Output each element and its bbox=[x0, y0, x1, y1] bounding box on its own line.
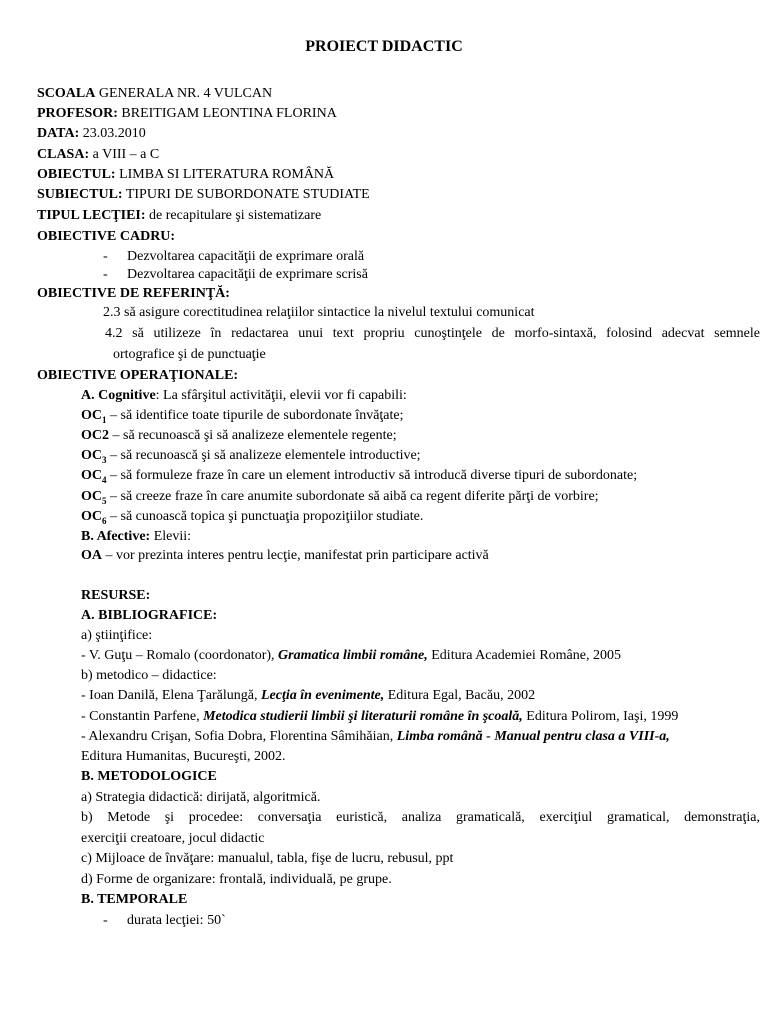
reference-item: - Ioan Danilă, Elena Ţarălungă, Lecţia în evenimente, Editura Egal, Bacău, 2002 bbox=[81, 688, 536, 703]
obiectiv-referinta-item-cont: ortografice şi de punctuaţie bbox=[113, 347, 266, 362]
resurse-heading: RESURSE: bbox=[81, 588, 151, 603]
reference-item: - Alexandru Crişan, Sofia Dobra, Florentina Sâmihăian, Limba română - Manual pentru clasa a VIII-a, bbox=[81, 729, 670, 744]
cognitive-text: : La sfârşitul activităţii, elevii vor fi capabili: bbox=[155, 388, 407, 403]
reference-item-cont: Editura Humanitas, Bucureşti, 2002. bbox=[81, 749, 286, 764]
scoala-value: GENERALA NR. 4 VULCAN bbox=[98, 86, 273, 101]
afective-line bbox=[81, 527, 738, 547]
obiective-referinta-heading: OBIECTIVE DE REFERINŢĂ: bbox=[37, 286, 230, 301]
oc5-line bbox=[81, 487, 738, 507]
scoala-label: SCOALA bbox=[37, 86, 96, 101]
obiectiv-referinta-item: 2.3 să asigure corectitudinea relaţiilor sintactice la nivelul textului comunicat bbox=[103, 305, 535, 320]
oc1-line bbox=[81, 406, 738, 426]
oc2-line bbox=[81, 426, 738, 446]
oc2-text: – să recunoască şi să analizeze elementele regente; bbox=[109, 428, 397, 443]
obiectiv-cadru-text: Dezvoltarea capacităţii de exprimare scrisă bbox=[127, 267, 368, 282]
bullet-dash: - bbox=[103, 249, 108, 264]
oc3-text: – să recunoască şi să analizeze elementele introductive; bbox=[106, 448, 421, 463]
tipul-line bbox=[37, 206, 738, 226]
forme-line: d) Forme de organizare: frontală, individuală, pe grupe. bbox=[81, 872, 392, 887]
reference-title: Metodica studierii limbii şi literaturii române în şcoală, bbox=[203, 709, 523, 724]
profesor-label: PROFESOR: bbox=[37, 106, 118, 121]
metodico-label: b) metodico – didactice: bbox=[81, 668, 217, 683]
oa-line bbox=[81, 546, 738, 566]
reference-item: - V. Guţu – Romalo (coordonator), Gramatica limbii române, Editura Academiei Române, 2005 bbox=[81, 648, 621, 663]
obiectiv-cadru-text: Dezvoltarea capacităţii de exprimare orală bbox=[127, 249, 365, 264]
temporale-heading: B. TEMPORALE bbox=[81, 892, 188, 907]
oc5-label: $OC_5$ bbox=[81, 489, 107, 506]
obiective-cadru-heading: OBIECTIVE CADRU: bbox=[37, 229, 176, 244]
mijloace-line: c) Mijloace de învăţare: manualul, tabla, fişe de lucru, rebusul, ppt bbox=[81, 851, 454, 866]
obiectul-label: OBIECTUL: bbox=[37, 167, 116, 182]
obiectiv-referinta-item: 4.2 să utilizeze în redactarea unui text propriu cunoştinţele de morfo-sintaxă, folosind adecvat semnele bbox=[105, 326, 760, 341]
oc4-text: – să formuleze fraze în care un element introductiv să introducă diverse tipuri de subordonate; bbox=[106, 468, 638, 483]
stiintifice-label: a) ştiinţifice: bbox=[81, 628, 153, 643]
scoala-line bbox=[37, 84, 738, 104]
bullet-dash: - bbox=[103, 267, 108, 282]
obiectiv-cadru-item bbox=[103, 247, 738, 267]
clasa-line bbox=[37, 145, 738, 165]
durata-text: durata lecţiei: 50` bbox=[127, 913, 226, 928]
reference-title: Gramatica limbii române, bbox=[278, 648, 428, 663]
subiectul-value: TIPURI DE SUBORDONATE STUDIATE bbox=[125, 187, 370, 202]
obiectul-value: LIMBA SI LITERATURA ROMÂNĂ bbox=[119, 167, 335, 182]
subiectul-line bbox=[37, 185, 738, 205]
durata-item bbox=[103, 911, 738, 931]
document-title: PROIECT DIDACTIC bbox=[305, 38, 463, 55]
oa-text: – vor prezinta interes pentru lecţie, manifestat prin participare activă bbox=[102, 548, 489, 563]
tipul-value: de recapitulare şi sistematizare bbox=[149, 208, 322, 223]
oc2-label: OC2 bbox=[81, 428, 109, 443]
oc4-label: $OC_4$ bbox=[81, 468, 107, 485]
profesor-line bbox=[37, 104, 738, 124]
oc6-text: – să cunoască topica şi punctuaţia propoziţiilor studiate. bbox=[106, 509, 424, 524]
reference-title: Lecţia în evenimente, bbox=[260, 688, 385, 703]
bullet-dash: - bbox=[103, 913, 108, 928]
metode-line: b) Metode şi procedee: conversaţia euristică, analiza gramaticală, exerciţiul gramatical, demonstraţia, bbox=[81, 810, 760, 825]
oc1-label: $OC_1$ bbox=[81, 408, 107, 425]
obiective-operationale-heading: OBIECTIVE OPERAŢIONALE: bbox=[37, 368, 239, 383]
bibliografice-heading: A. BIBLIOGRAFICE: bbox=[81, 608, 218, 623]
obiectul-line bbox=[37, 165, 738, 185]
afective-text: Elevii: bbox=[150, 529, 192, 544]
afective-label: B. Afective: bbox=[81, 529, 151, 544]
oc6-line bbox=[81, 507, 738, 527]
obiectiv-cadru-item bbox=[103, 265, 738, 285]
cognitive-label: A. Cognitive bbox=[81, 388, 156, 403]
data-line bbox=[37, 124, 738, 144]
clasa-value: a VIII – a C bbox=[92, 147, 160, 162]
oa-label: OA bbox=[81, 548, 102, 563]
cognitive-line bbox=[81, 386, 738, 406]
reference-title: Limba română - Manual pentru clasa a VIII-a, bbox=[396, 729, 670, 744]
oc5-text: – să creeze fraze în care anumite subordonate să aibă ca regent diferite părţi de vorbire; bbox=[106, 489, 599, 504]
tipul-label: TIPUL LECŢIEI: bbox=[37, 208, 146, 223]
oc1-text: – să identifice toate tipurile de subordonate învăţate; bbox=[106, 408, 404, 423]
profesor-value: BREITIGAM LEONTINA FLORINA bbox=[121, 106, 337, 121]
data-value: 23.03.2010 bbox=[82, 126, 146, 141]
oc3-line bbox=[81, 446, 738, 466]
oc6-label: $OC_6$ bbox=[81, 509, 107, 526]
clasa-label: CLASA: bbox=[37, 147, 90, 162]
oc4-line bbox=[81, 466, 738, 486]
oc3-label: $OC_3$ bbox=[81, 448, 107, 465]
data-label: DATA: bbox=[37, 126, 80, 141]
metodologice-heading: B. METODOLOGICE bbox=[81, 769, 217, 784]
strategia-line: a) Strategia didactică: dirijată, algoritmică. bbox=[81, 790, 321, 805]
metode-line-cont: exerciţii creatoare, jocul didactic bbox=[81, 831, 265, 846]
reference-item: - Constantin Parfene, Metodica studierii limbii şi literaturii române în şcoală, Editura Polirom, Iaşi, 1999 bbox=[81, 709, 679, 724]
subiectul-label: SUBIECTUL: bbox=[37, 187, 123, 202]
